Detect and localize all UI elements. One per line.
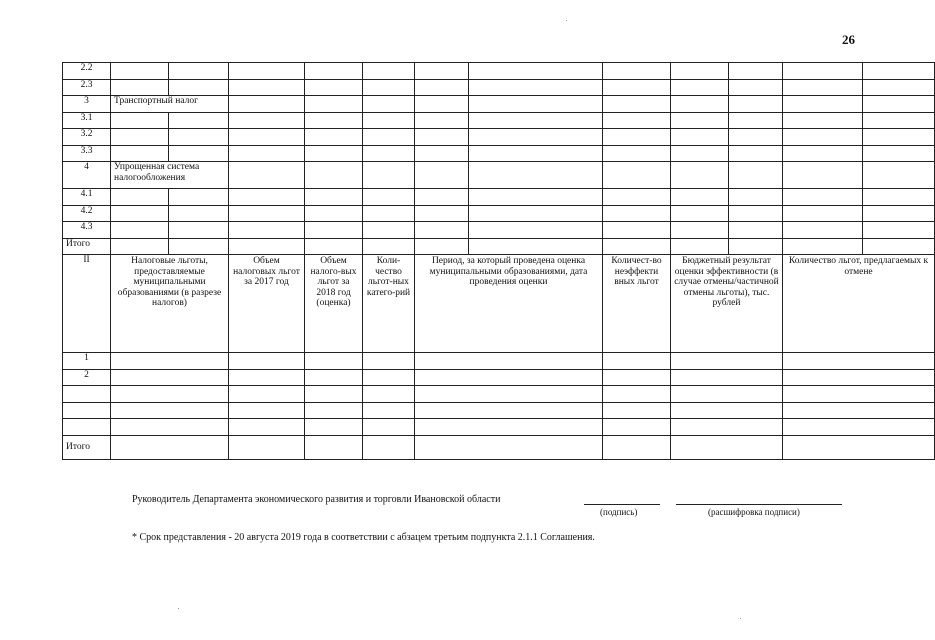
table-cell [229, 369, 305, 386]
row-number [63, 402, 111, 419]
table-cell [603, 238, 671, 255]
table-cell [169, 63, 229, 80]
table-cell [363, 145, 415, 162]
row-name: Упрощенная система налогообложения [111, 162, 229, 189]
table-cell [671, 129, 729, 146]
header-budget-result: Бюджетный результат оценки эффективности (в случае отмены/частичной отмены льготы), тыс. рублей [671, 255, 783, 353]
table-cell [111, 145, 169, 162]
table-cell [305, 96, 363, 113]
table-cell [229, 435, 305, 459]
row-number: 1 [63, 353, 111, 370]
signature-text: Руководитель Департамента экономического развития и торговли Ивановской области [132, 494, 501, 505]
table-cell [783, 353, 935, 370]
table-cell [111, 353, 229, 370]
table-cell [363, 369, 415, 386]
table-cell [729, 189, 783, 206]
table-cell [415, 386, 603, 403]
table-cell [229, 402, 305, 419]
table-cell [305, 353, 363, 370]
table-cell [111, 189, 169, 206]
row-number: Итого [63, 435, 111, 459]
table-cell [783, 369, 935, 386]
table-cell [469, 189, 603, 206]
table-cell [729, 238, 783, 255]
table-cell [671, 63, 729, 80]
table-cell [229, 79, 305, 96]
table-cell [863, 189, 935, 206]
table-cell [863, 129, 935, 146]
table-cell [111, 402, 229, 419]
table-cell [863, 162, 935, 189]
table-cell [305, 162, 363, 189]
table-cell [863, 222, 935, 239]
table-row [63, 79, 935, 96]
table-cell [415, 369, 603, 386]
table-row [63, 129, 935, 146]
table-cell [729, 205, 783, 222]
row-number: 2.3 [63, 79, 111, 96]
table-row [63, 63, 935, 80]
header-tax-benefits: Налоговые льготы, предоставляемые муниципальными образованиями (в разрезе налогов) [111, 255, 229, 353]
table-cell [415, 79, 469, 96]
table-cell [305, 386, 363, 403]
table-cell [729, 222, 783, 239]
table-cell [415, 402, 603, 419]
table-cell [783, 129, 863, 146]
table-cell [305, 402, 363, 419]
row-number: 4.3 [63, 222, 111, 239]
table-cell [363, 189, 415, 206]
table-cell [415, 145, 469, 162]
table-cell [229, 145, 305, 162]
table-cell [229, 222, 305, 239]
row-number: 2 [63, 369, 111, 386]
signature-line [584, 504, 660, 505]
row-number: 3.1 [63, 112, 111, 129]
table-cell [671, 353, 783, 370]
table-cell [305, 238, 363, 255]
table-cell [111, 129, 169, 146]
table-cell [363, 205, 415, 222]
table-cell [229, 162, 305, 189]
table-cell [729, 96, 783, 113]
decode-caption: (расшифровка подписи) [708, 507, 800, 517]
table-row [63, 353, 935, 370]
table-cell [671, 162, 729, 189]
table-cell [111, 222, 169, 239]
table-cell [111, 419, 229, 436]
header-volume-2018: Объем налого-вых льгот за 2018 год (оценка) [305, 255, 363, 353]
table-cell [783, 162, 863, 189]
table-row [63, 222, 935, 239]
scan-speck [566, 20, 567, 21]
table-cell [729, 63, 783, 80]
table-cell [363, 96, 415, 113]
table-row [63, 112, 935, 129]
table-cell [469, 79, 603, 96]
table-cell [783, 112, 863, 129]
section-2-number: II [63, 255, 111, 353]
table-cell [603, 222, 671, 239]
section-2 [63, 255, 935, 353]
table-cell [469, 222, 603, 239]
table-cell [469, 205, 603, 222]
table-cell [363, 386, 415, 403]
row-number: 4.2 [63, 205, 111, 222]
row-number: 3.2 [63, 129, 111, 146]
row-number: 3 [63, 96, 111, 113]
table-cell [671, 238, 729, 255]
table-cell [111, 238, 169, 255]
table-cell [363, 162, 415, 189]
scan-speck [740, 618, 741, 619]
table-cell [603, 145, 671, 162]
table-cell [603, 402, 671, 419]
row-number: 3.3 [63, 145, 111, 162]
table-cell [603, 96, 671, 113]
table-row [63, 96, 935, 113]
table-cell [229, 386, 305, 403]
table-cell [305, 435, 363, 459]
report-table [62, 62, 935, 460]
scan-speck [178, 608, 179, 609]
table-cell [863, 205, 935, 222]
table-cell [783, 435, 935, 459]
table-cell [671, 112, 729, 129]
table-cell [111, 386, 229, 403]
table-cell [111, 79, 169, 96]
table-row [63, 402, 935, 419]
table-row [63, 189, 935, 206]
table-cell [229, 112, 305, 129]
table-cell [305, 145, 363, 162]
table-cell [603, 79, 671, 96]
table-cell [863, 79, 935, 96]
table-row [63, 238, 935, 255]
table-cell [603, 63, 671, 80]
table-cell [169, 222, 229, 239]
table-cell [305, 205, 363, 222]
table-cell [229, 63, 305, 80]
table-cell [783, 205, 863, 222]
table-cell [229, 419, 305, 436]
table-cell [169, 145, 229, 162]
table-cell [305, 222, 363, 239]
table-cell [415, 222, 469, 239]
table-cell [729, 162, 783, 189]
table-cell [305, 189, 363, 206]
table-cell [469, 129, 603, 146]
table-cell [729, 145, 783, 162]
footnote: * Срок представления - 20 августа 2019 года в соответствии с абзацем третьим подпункта 2.1.1 Соглашения. [132, 532, 595, 543]
table-cell [363, 112, 415, 129]
table-cell [603, 369, 671, 386]
table-cell [469, 238, 603, 255]
table-cell [415, 238, 469, 255]
table-cell [169, 189, 229, 206]
table-cell [469, 112, 603, 129]
table-cell [111, 369, 229, 386]
table-cell [229, 205, 305, 222]
table-cell [229, 238, 305, 255]
table-cell [671, 189, 729, 206]
table-cell [111, 112, 169, 129]
table-cell [415, 435, 603, 459]
table-cell [415, 96, 469, 113]
table-cell [305, 112, 363, 129]
row-number [63, 386, 111, 403]
table-cell [783, 222, 863, 239]
table-cell [363, 353, 415, 370]
table-cell [363, 419, 415, 436]
table-cell [305, 419, 363, 436]
table-cell [415, 162, 469, 189]
header-categories-count: Коли-чество льгот-ных катего-рий [363, 255, 415, 353]
table-cell [603, 162, 671, 189]
table-cell [863, 238, 935, 255]
section-2-header-row [63, 255, 935, 353]
table-cell [305, 63, 363, 80]
table-cell [469, 162, 603, 189]
header-ineffective-count: Количест-во неэффекти вных льгот [603, 255, 671, 353]
header-assessment-period: Период, за который проведена оценка муниципальными образованиями, дата проведения оценки [415, 255, 603, 353]
section-2-rows [63, 353, 935, 460]
table-cell [169, 129, 229, 146]
table-cell [603, 205, 671, 222]
table-cell [415, 63, 469, 80]
section-1-rows [63, 63, 935, 255]
table-cell [783, 419, 935, 436]
table-cell [111, 205, 169, 222]
table-cell [603, 386, 671, 403]
table-cell [671, 402, 783, 419]
table-cell [169, 112, 229, 129]
table-cell [783, 386, 935, 403]
table-cell [363, 238, 415, 255]
table-cell [603, 129, 671, 146]
table-cell [363, 63, 415, 80]
header-volume-2017: Объем налоговых льгот за 2017 год [229, 255, 305, 353]
table-cell [229, 189, 305, 206]
table-cell [671, 205, 729, 222]
row-number: 2.2 [63, 63, 111, 80]
table-cell [363, 222, 415, 239]
table-row [63, 419, 935, 436]
table-cell [111, 435, 229, 459]
page-number: 26 [842, 32, 855, 47]
table-cell [415, 353, 603, 370]
table-cell [603, 435, 671, 459]
table-cell [603, 112, 671, 129]
table-cell [863, 63, 935, 80]
table-cell [783, 63, 863, 80]
table-cell [415, 129, 469, 146]
table-cell [415, 205, 469, 222]
table-row [63, 145, 935, 162]
table-cell [415, 419, 603, 436]
table-cell [783, 145, 863, 162]
table-cell [305, 79, 363, 96]
table-cell [603, 189, 671, 206]
table-cell [783, 402, 935, 419]
row-name: Транспортный налог [111, 96, 229, 113]
row-number: 4.1 [63, 189, 111, 206]
table-cell [783, 189, 863, 206]
table-row [63, 162, 935, 189]
table-cell [603, 353, 671, 370]
header-proposed-cancel: Количество льгот, предлагаемых к отмене [783, 255, 935, 353]
table-cell [305, 369, 363, 386]
table-cell [363, 402, 415, 419]
table-cell [603, 419, 671, 436]
table-cell [415, 189, 469, 206]
table-cell [469, 145, 603, 162]
row-number: 4 [63, 162, 111, 189]
table-cell [469, 63, 603, 80]
table-cell [729, 129, 783, 146]
table-cell [671, 96, 729, 113]
table-cell [469, 96, 603, 113]
table-cell [229, 129, 305, 146]
table-cell [671, 386, 783, 403]
table-row [63, 386, 935, 403]
signature-caption: (подпись) [600, 507, 638, 517]
table-cell [229, 353, 305, 370]
table-row [63, 205, 935, 222]
table-cell [783, 79, 863, 96]
table-cell [363, 435, 415, 459]
table-cell [863, 96, 935, 113]
decode-line [676, 504, 842, 505]
row-number [63, 419, 111, 436]
row-number: Итого [63, 238, 111, 255]
table-cell [169, 238, 229, 255]
table-cell [671, 222, 729, 239]
table-row [63, 369, 935, 386]
table-cell [671, 369, 783, 386]
table-cell [729, 112, 783, 129]
table-cell [671, 419, 783, 436]
table-cell [671, 435, 783, 459]
table-cell [229, 96, 305, 113]
table-cell [783, 96, 863, 113]
table-cell [363, 79, 415, 96]
table-cell [111, 63, 169, 80]
table-cell [363, 129, 415, 146]
table-cell [863, 145, 935, 162]
table-cell [169, 79, 229, 96]
table-cell [783, 238, 863, 255]
table-cell [671, 145, 729, 162]
table-cell [415, 112, 469, 129]
table-cell [729, 79, 783, 96]
table-cell [305, 129, 363, 146]
table-cell [671, 79, 729, 96]
table-cell [863, 112, 935, 129]
table-cell [169, 205, 229, 222]
table-row [63, 435, 935, 459]
